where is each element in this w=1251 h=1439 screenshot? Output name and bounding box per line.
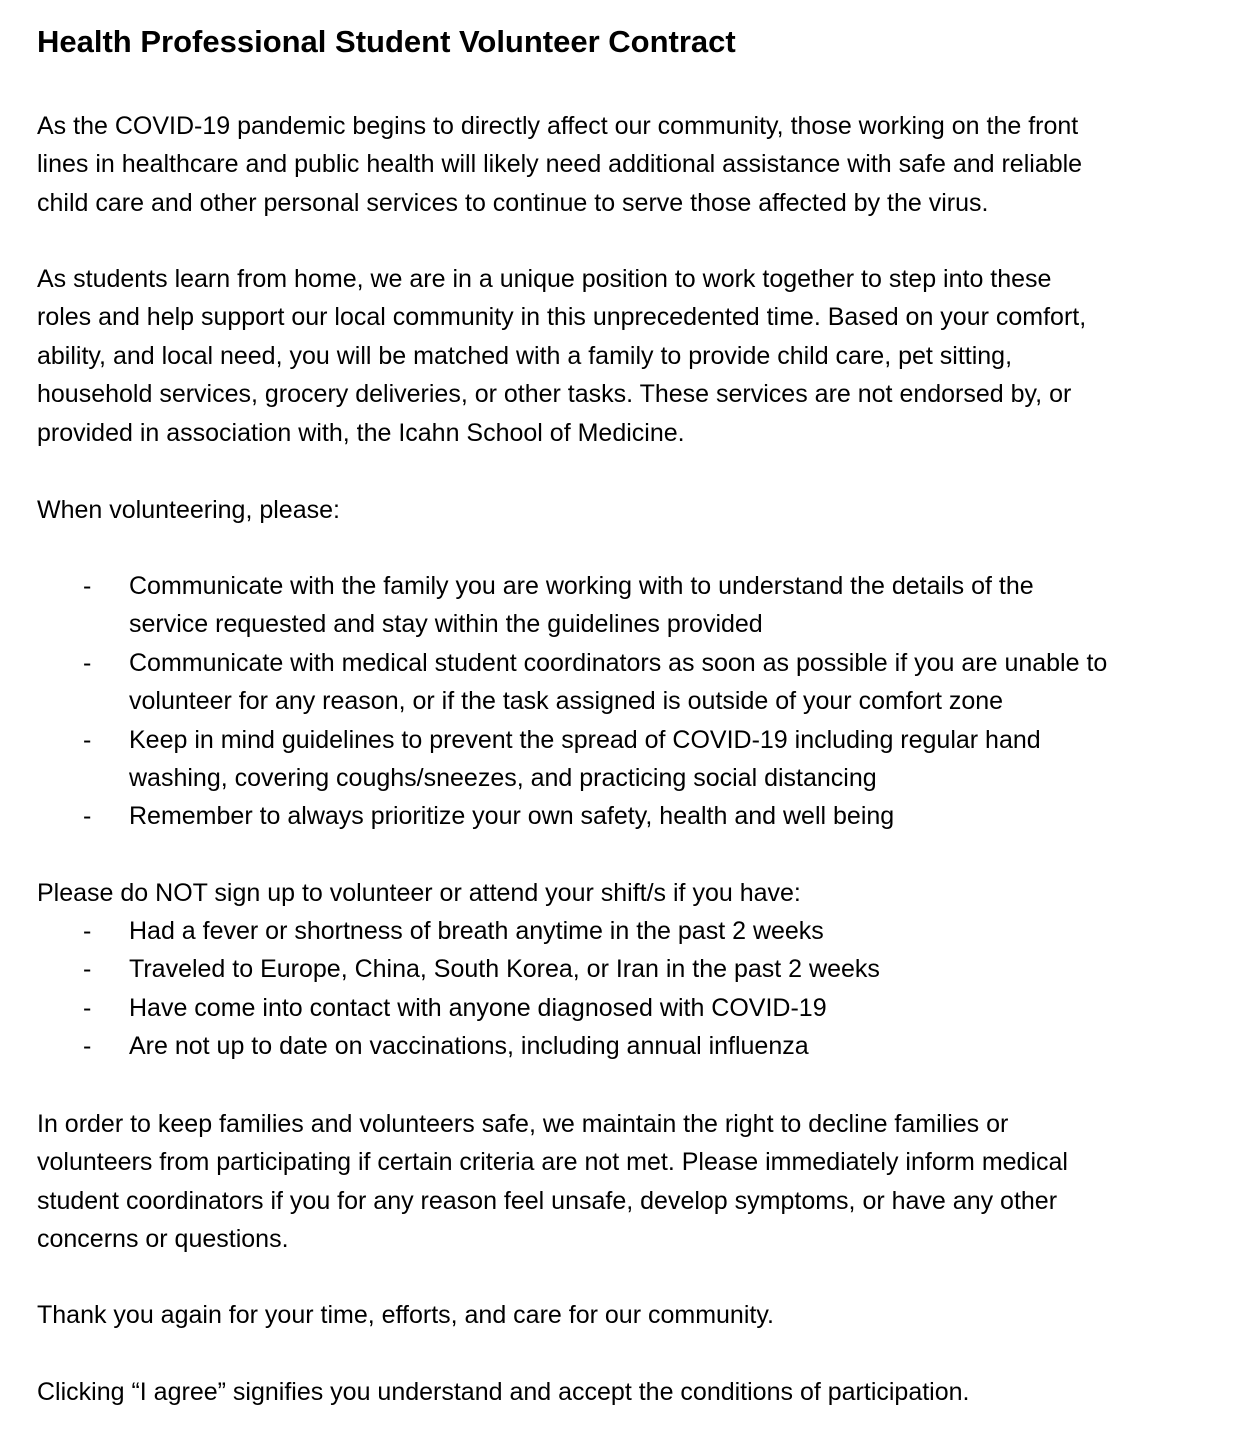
guideline-line: Communicate with the family you are working with to understand the details of the — [129, 572, 1034, 600]
safety-line: In order to keep families and volunteers safe, we maintain the right to decline families or — [37, 1110, 1009, 1138]
students-line: As students learn from home, we are in a unique position to work together to step into these — [37, 265, 1052, 293]
guideline-line: volunteer for any reason, or if the task assigned is outside of your comfort zone — [129, 687, 1004, 716]
safety-paragraph — [37, 1105, 1068, 1259]
dash-bullet-icon: - — [83, 955, 92, 984]
document-title: Health Professional Student Volunteer Contract — [37, 24, 736, 59]
volunteering-guidelines-list — [37, 567, 1107, 836]
dash-bullet-icon: - — [83, 725, 92, 754]
guideline-item — [37, 644, 1107, 721]
guideline-line: washing, covering coughs/sneezes, and practicing social distancing — [129, 764, 877, 793]
dash-bullet-icon: - — [83, 1032, 92, 1061]
guideline-item — [37, 721, 1107, 798]
exclusion-text: Traveled to Europe, China, South Korea, or Iran in the past 2 weeks — [129, 955, 880, 984]
dash-bullet-icon: - — [83, 802, 92, 831]
dash-bullet-icon: - — [83, 917, 92, 945]
exclusion-text: Are not up to date on vaccinations, including annual influenza — [129, 1032, 809, 1061]
safety-line: concerns or questions. — [37, 1225, 289, 1254]
students-line: provided in association with, the Icahn School of Medicine. — [37, 418, 685, 447]
exclusion-text: Have come into contact with anyone diagnosed with COVID-19 — [129, 993, 827, 1022]
dash-bullet-icon: - — [83, 993, 92, 1022]
exclusion-text: Had a fever or shortness of breath anytime in the past 2 weeks — [129, 917, 824, 945]
when-volunteering-heading: When volunteering, please: — [37, 496, 340, 524]
students-line: roles and help support our local community in this unprecedented time. Based on your comfort, — [37, 303, 1087, 332]
dash-bullet-icon: - — [83, 572, 92, 600]
safety-line: student coordinators if you for any reason feel unsafe, develop symptoms, or have any other — [37, 1186, 1058, 1215]
exclusion-item — [37, 912, 880, 950]
students-line: ability, and local need, you will be matched with a family to provide child care, pet sitting, — [37, 341, 1013, 370]
dash-bullet-icon: - — [83, 648, 92, 677]
guideline-line: Communicate with medical student coordinators as soon as possible if you are unable to — [129, 648, 1108, 677]
exclusion-item — [37, 1027, 880, 1065]
thank-you-paragraph: Thank you again for your time, efforts, and care for our community. — [37, 1301, 774, 1329]
do-not-heading: Please do NOT sign up to volunteer or attend your shift/s if you have: — [37, 879, 801, 907]
safety-line: volunteers from participating if certain criteria are not met. Please immediately inform medical — [37, 1148, 1068, 1177]
guideline-line: Keep in mind guidelines to prevent the spread of COVID-19 including regular hand — [129, 725, 1041, 754]
exclusion-criteria-list — [37, 912, 880, 1066]
intro-line: child care and other personal services to continue to serve those affected by the virus. — [37, 188, 989, 217]
guideline-item — [37, 797, 1107, 835]
intro-line: As the COVID-19 pandemic begins to directly affect our community, those working on the front — [37, 112, 1079, 140]
intro-paragraph — [37, 107, 1082, 222]
students-paragraph — [37, 260, 1086, 452]
guideline-line: service requested and stay within the guidelines provided — [129, 610, 763, 639]
agreement-paragraph: Clicking “I agree” signifies you understand and accept the conditions of participation. — [37, 1378, 970, 1406]
guideline-line: Remember to always prioritize your own safety, health and well being — [129, 802, 895, 831]
guideline-item — [37, 567, 1107, 644]
intro-line: lines in healthcare and public health will likely need additional assistance with safe and reliable — [37, 150, 1083, 179]
exclusion-item — [37, 950, 880, 988]
students-line: household services, grocery deliveries, or other tasks. These services are not endorsed by, or — [37, 380, 1072, 409]
exclusion-item — [37, 989, 880, 1027]
